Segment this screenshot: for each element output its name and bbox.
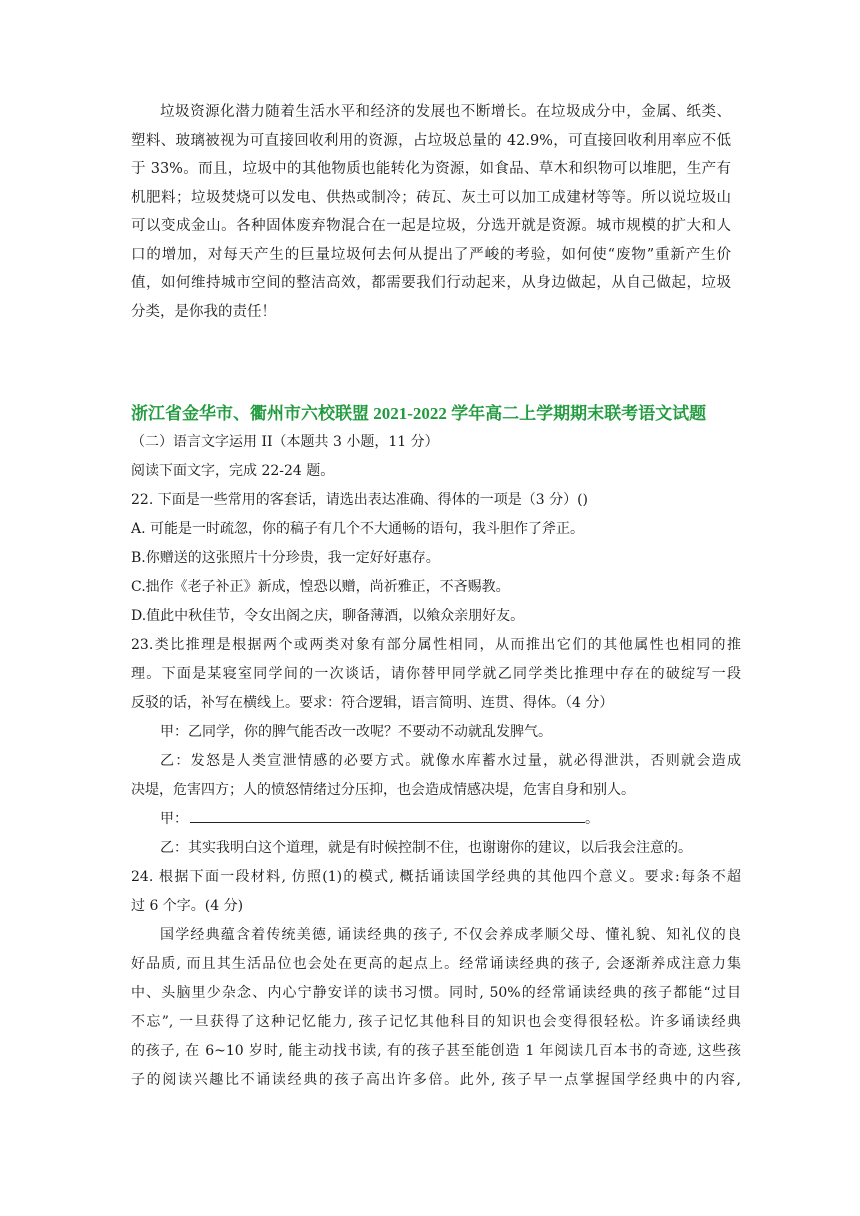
- exam-title: 浙江省金华市、衢州市六校联盟 2021-2022 学年高二上学期期末联考语文试题: [131, 404, 707, 423]
- text-line: 于 33%。而且，垃圾中的其他物质也能转化为资源，如食品、草木和织物可以堆肥，生产有: [131, 161, 731, 177]
- text-line: 分类，是你我的责任！: [131, 303, 276, 320]
- q22-option-b: B.你赠送的这张照片十分珍贵，我一定好好惠存。: [131, 550, 440, 566]
- text-line: 可以变成金山。各种固体废弃物混合在一起是垃圾，分选开就是资源。城市规模的扩大和人: [131, 218, 731, 234]
- q23-period: 。: [585, 811, 599, 827]
- q23-dialog: 乙：其实我明白这个道理，就是有时候控制不住，也谢谢你的建议，以后我会注意的。: [160, 840, 692, 856]
- q22-stem: 22. 下面是一些常用的客套话，请选出表达准确、得体的一项是（3 分）(): [131, 492, 588, 508]
- q22-option-d: D.值此中秋佳节，令女出阁之庆，聊备薄酒，以飨众亲朋好友。: [131, 608, 525, 624]
- questions: [131, 428, 741, 1095]
- q22-option-a: A. 可能是一时疏忽，你的稿子有几个不大通畅的语句，我斗胆作了斧正。: [131, 521, 585, 537]
- passage-garbage: [131, 98, 731, 326]
- text-line: 机肥料；垃圾焚烧可以发电、供热或制冷；砖瓦、灰土可以加工成建材等等。所以说垃圾山: [131, 189, 731, 206]
- q24-material: 中、头脑里少杂念、内心宁静安详的读书习惯。同时, 50%的经常诵读经典的孩子都能“过目: [131, 985, 741, 1001]
- text-line: 值，如何维持城市空间的整洁高效，都需要我们行动起来，从身边做起，从自己做起，垃圾: [131, 275, 731, 291]
- q22-option-c: C.拙作《老子补正》新成，惶恐以赠，尚祈雅正，不吝赐教。: [131, 579, 510, 595]
- section-heading: （二）语言文字运用 II（本题共 3 小题，11 分）: [131, 434, 439, 450]
- text-line: 塑料、玻璃被视为可直接回收利用的资源，占垃圾总量的 42.9%，可直接回收利用率应不低: [131, 132, 731, 149]
- q23-answer-line: [131, 805, 741, 834]
- q24-material: 的孩子, 在 6~10 岁时, 能主动找书读, 有的孩子甚至能创造 1 年阅读几百本书的奇迹, 这些孩: [131, 1043, 741, 1059]
- q24-material: 子的阅读兴趣比不诵读经典的孩子高出许多倍。此外, 孩子早一点掌握国学经典中的内容,: [131, 1072, 741, 1088]
- q24-material: 不忘”, 一旦获得了这种记忆能力, 孩子记忆其他科目的知识也会变得很轻松。许多诵读经典: [131, 1014, 741, 1030]
- text-line: 口的增加，对每天产生的巨量垃圾何去何从提出了严峻的考验，如何使“废物”重新产生价: [131, 246, 731, 263]
- instruction: 阅读下面文字，完成 22-24 题。: [131, 463, 335, 479]
- q24-material: 国学经典蕴含着传统美德, 诵读经典的孩子, 不仅会养成孝顺父母、懂礼貌、知礼仪的良: [160, 927, 741, 943]
- q24-stem: 过 6 个字。(4 分): [131, 898, 244, 914]
- q23-stem: 23.类比推理是根据两个或两类对象有部分属性相同，从而推出它们的其他属性也相同的推: [131, 637, 741, 653]
- q23-speaker: 甲：: [160, 811, 188, 827]
- q23-stem: 反驳的话，补写在横线上。要求：符合逻辑，语言简明、连贯、得体。（4 分）: [131, 695, 614, 711]
- q24-material: 好品质, 而且其生活品位也会处在更高的起点上。经常诵读经典的孩子, 会逐渐养成注意力集: [131, 956, 741, 972]
- q24-stem: 24. 根据下面一段材料, 仿照(1)的模式, 概括诵读国学经典的其他四个意义。要求:每条不超: [131, 869, 741, 885]
- q23-dialog: 决堤，危害四方；人的愤怒情绪过分压抑，也会造成情感决堤，危害自身和别人。: [131, 782, 635, 798]
- q23-dialog: 甲：乙同学，你的脾气能否改一改呢？不要动不动就乱发脾气。: [160, 724, 552, 740]
- q23-stem: 理。下面是某寝室同学间的一次谈话，请你替甲同学就乙同学类比推理中存在的破绽写一段: [131, 666, 741, 682]
- answer-blank[interactable]: [190, 808, 585, 823]
- text-line: 垃圾资源化潜力随着生活水平和经济的发展也不断增长。在垃圾成分中，金属、纸类、: [160, 104, 731, 120]
- q23-dialog: 乙：发怒是人类宣泄情感的必要方式。就像水库蓄水过量，就必得泄洪，否则就会造成: [160, 753, 741, 769]
